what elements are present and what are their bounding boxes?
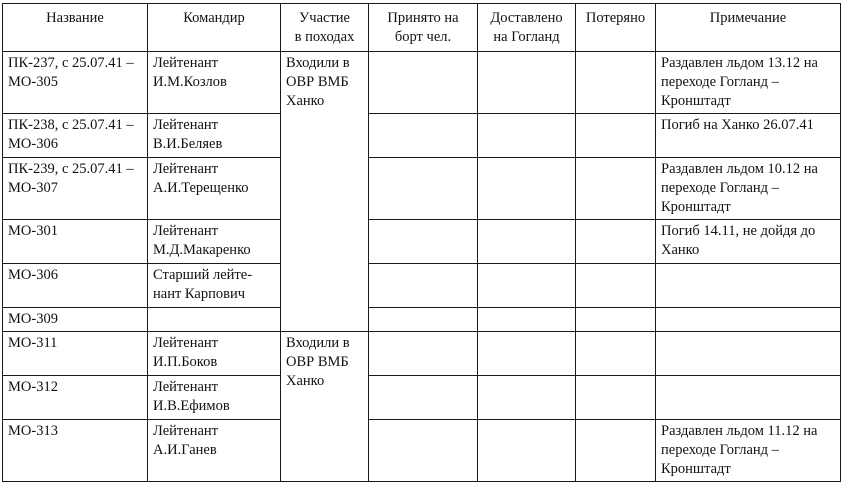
commander: Старший лейте- нант Карпович [148, 264, 281, 308]
header-participation: Участие в походах [281, 4, 369, 52]
cell-taken-aboard [369, 158, 478, 220]
cell-taken-aboard [369, 332, 478, 376]
header-taken-aboard: Принято на борт чел. [369, 4, 478, 52]
cell-lost [576, 376, 656, 420]
commander: Лейтенант И.М.Козлов [148, 52, 281, 114]
header-note: Примечание [656, 4, 841, 52]
header-commander: Командир [148, 4, 281, 52]
participation: Входили в ОВР ВМБ Ханко [281, 52, 369, 332]
cell-delivered [478, 308, 576, 332]
note [656, 264, 841, 308]
cell-delivered [478, 332, 576, 376]
commander: Лейтенант И.В.Ефимов [148, 376, 281, 420]
table-row [3, 264, 841, 308]
ship-name: МО-306 [3, 264, 148, 308]
ship-name: МО-309 [3, 308, 148, 332]
cell-lost [576, 332, 656, 376]
cell-lost [576, 52, 656, 114]
note: Раздавлен льдом 13.12 на переходе Гогланд – Кронштадт [656, 52, 841, 114]
header-name: Название [3, 4, 148, 52]
ship-name: ПК-238, с 25.07.41 – МО-306 [3, 114, 148, 158]
ship-name: ПК-237, с 25.07.41 – МО-305 [3, 52, 148, 114]
cell-delivered [478, 114, 576, 158]
table-row [3, 308, 841, 332]
ship-name: МО-312 [3, 376, 148, 420]
cell-delivered [478, 220, 576, 264]
note [656, 376, 841, 420]
note [656, 332, 841, 376]
commander: Лейтенант В.И.Беляев [148, 114, 281, 158]
commander [148, 308, 281, 332]
header-delivered: Доставлено на Гогланд [478, 4, 576, 52]
note: Раздавлен льдом 10.12 на переходе Гогланд – Кронштадт [656, 158, 841, 220]
ship-name: МО-301 [3, 220, 148, 264]
commander: Лейтенант М.Д.Макаренко [148, 220, 281, 264]
cell-delivered [478, 264, 576, 308]
cell-taken-aboard [369, 52, 478, 114]
table-row [3, 158, 841, 220]
ships-table [2, 3, 841, 482]
cell-delivered [478, 52, 576, 114]
cell-taken-aboard [369, 308, 478, 332]
cell-lost [576, 308, 656, 332]
note [656, 308, 841, 332]
cell-delivered [478, 158, 576, 220]
cell-delivered [478, 420, 576, 482]
cell-lost [576, 158, 656, 220]
commander: Лейтенант А.И.Ганев [148, 420, 281, 482]
table-row [3, 332, 841, 376]
note: Погиб 14.11, не дойдя до Ханко [656, 220, 841, 264]
ship-name: ПК-239, с 25.07.41 – МО-307 [3, 158, 148, 220]
cell-lost [576, 114, 656, 158]
ship-name: МО-311 [3, 332, 148, 376]
cell-taken-aboard [369, 420, 478, 482]
header-lost: Потеряно [576, 4, 656, 52]
table-row [3, 52, 841, 114]
commander: Лейтенант А.И.Терещенко [148, 158, 281, 220]
cell-taken-aboard [369, 264, 478, 308]
participation: Входили в ОВР ВМБ Ханко [281, 332, 369, 482]
cell-lost [576, 220, 656, 264]
cell-lost [576, 420, 656, 482]
table-row [3, 220, 841, 264]
cell-taken-aboard [369, 376, 478, 420]
commander: Лейтенант И.П.Боков [148, 332, 281, 376]
table-row [3, 420, 841, 482]
cell-taken-aboard [369, 114, 478, 158]
cell-lost [576, 264, 656, 308]
note: Раздавлен льдом 11.12 на переходе Гогланд – Кронштадт [656, 420, 841, 482]
cell-taken-aboard [369, 220, 478, 264]
note: Погиб на Ханко 26.07.41 [656, 114, 841, 158]
table-row [3, 114, 841, 158]
cell-delivered [478, 376, 576, 420]
ship-name: МО-313 [3, 420, 148, 482]
table-row [3, 376, 841, 420]
table-header-row [3, 4, 841, 52]
